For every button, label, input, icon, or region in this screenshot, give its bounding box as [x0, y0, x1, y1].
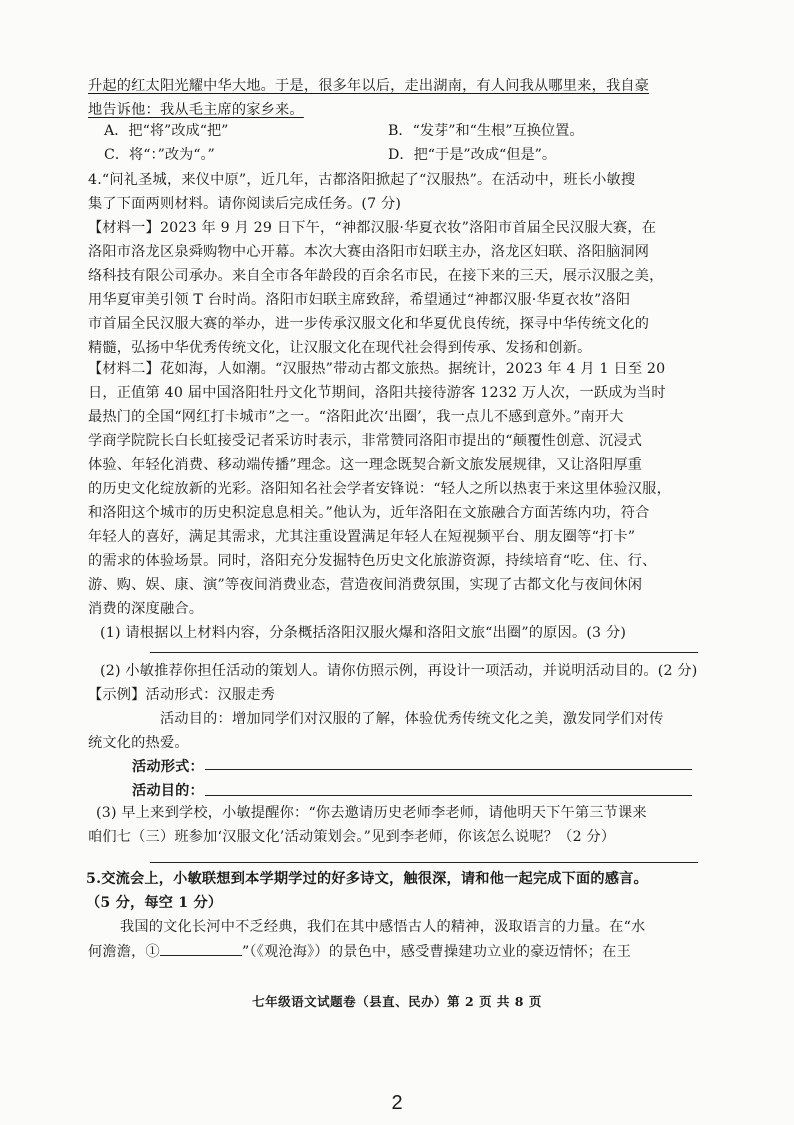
- q4-sub2: (2) 小敏推荐你担任活动的策划人。请你仿照示例，再设计一项活动，并说明活动目的。(2 分): [100, 663, 698, 679]
- material2-line: 【材料二】花如海，人如潮。“汉服热”带动古都文旅热。据统计，2023 年 4 月 1 日至 20: [88, 361, 666, 377]
- q4-stem-line-2: 集了下面两则材料。请你阅读后完成任务。(7 分): [88, 196, 402, 212]
- material1-line: 用华夏审美引领 T 台时尚。洛阳市妇联主席致辞，希望通过“神都汉服·华夏衣妆”洛阳: [88, 292, 631, 308]
- q5-body-line-2-end: ”（《观沧海》）的景色中，感受曹操建功立业的豪迈情怀；在王: [241, 944, 631, 960]
- blank-1[interactable]: [160, 941, 242, 956]
- activity-form-label: 活动形式：: [132, 759, 204, 775]
- material1-line: 洛阳市洛龙区泉舜购物中心开幕。本次大赛由洛阳市妇联主办，洛龙区妇联、洛阳脑洞网: [88, 244, 650, 260]
- option-b: B．“发芽”和“生根”互换位置。: [388, 123, 584, 139]
- material1-line: 络科技有限公司承办。来自全市各年龄段的百余名市民，在接下来的三天，展示汉服之美，: [88, 268, 664, 284]
- material2-line: 的历史文化绽放新的光彩。洛阳知名社会学者安锋说：“轻人之所以热衷于来这里体验汉服，: [88, 481, 671, 497]
- option-d: D．把“于是”改成“但是”。: [388, 147, 557, 163]
- material2-line: 的需求的体验场景。同时，洛阳充分发掘特色历史文化旅游资源，持续培育“吃、住、行、: [88, 553, 657, 569]
- page-footer: 七年级语文试题卷（县直、民办）第 2 页 共 8 页: [252, 994, 542, 1009]
- q4-sub3-line-2: 咱们七（三）班参加‘汉服文化’活动策划会。”见到李老师，你该怎么说呢？（2 分）: [88, 829, 616, 845]
- material2-line: 学商学院院长白长虹接受记者采访时表示，非常赞同洛阳市提出的“颠覆性创意、沉浸式: [88, 433, 643, 449]
- q5-body-line-2-start: 何澹澹，①: [88, 944, 160, 960]
- q5-body-line-2: [88, 941, 631, 962]
- material2-line: 体验、年轻化消费、移动端传播”理念。这一理念既契合新文旅发展规律，又让洛阳厚重: [88, 457, 643, 473]
- q4-sub1: (1) 请根据以上材料内容，分条概括洛阳汉服火爆和洛阳文旅“出圈”的原因。(3 分): [100, 625, 627, 641]
- material1-line: 【材料一】2023 年 9 月 29 日下午，“神都汉服·华夏衣妆”洛阳市首届全民汉服大赛，在: [88, 220, 657, 236]
- q4-stem-line-1: 4.“问礼圣城，来仪中原”，近几年，古都洛阳掀起了“汉服热”。在活动中，班长小敏搜: [88, 172, 636, 188]
- material2-line: 最热门的全国“网红打卡城市”之一。“洛阳此次‘出圈’，我一点儿不感到意外。”南开大: [88, 409, 624, 425]
- example-label: 【示例】活动形式：汉服走秀: [88, 687, 276, 703]
- q5-stem-line-1: 5.交流会上，小敏联想到本学期学过的好多诗文，触很深，请和他一起完成下面的感言。: [86, 871, 648, 887]
- material2-line: 日，正值第 40 届中国洛阳牡丹文化节期间，洛阳共接待游客 1232 万人次，一跃成为当时: [88, 385, 666, 401]
- material1-line: 精髓，弘扬中华优秀传统文化，让汉服文化在现代社会得到传承、发扬和创新。: [88, 340, 592, 356]
- activity-purpose-label: 活动目的：: [132, 783, 204, 799]
- option-a: A．把“将”改成“把”: [104, 123, 229, 139]
- page-number: 2: [391, 1092, 403, 1114]
- material2-line: 游、购、娱、康、演”等夜间消费业态，营造夜间消费氛围，实现了古都文化与夜间休闲: [88, 577, 643, 593]
- material2-line: 年轻人的喜好，满足其需求，尤其注重设置满足年轻人在短视频平台、朋友圈等“打卡”: [88, 529, 636, 545]
- q5-stem-line-2: （5 分，每空 1 分）: [86, 895, 223, 911]
- material1-line: 市首届全民汉服大赛的举办，进一步传承汉服文化和华夏优良传统，探寻中华传统文化的: [88, 316, 650, 332]
- q4-sub3-line-1: (3) 早上来到学校，小敏提醒你：“你去邀请历史老师李老师，请他明天下午第三节课来: [96, 805, 647, 821]
- q5-body-line-1: 我国的文化长河中不乏经典，我们在其中感悟古人的精神，汲取语言的力量。在“水: [120, 919, 646, 935]
- option-c: C．将“：”改为“。”: [104, 147, 215, 163]
- continuation-text-line-2: 地告诉他：我从毛主席的家乡来。: [88, 102, 304, 118]
- material2-line: 和洛阳这个城市的历史积淀息息相关。”他认为，近年洛阳在文旅融合方面苦练内功，符合: [88, 505, 650, 521]
- answer-line-sub3[interactable]: [150, 862, 698, 863]
- material2-line: 消费的深度融合。: [88, 601, 204, 617]
- activity-purpose-answer-line[interactable]: [205, 795, 692, 796]
- example-purpose-line-1: 活动目的：增加同学们对汉服的了解，体验优秀传统文化之美，激发同学们对传: [160, 711, 664, 727]
- example-purpose-line-2: 统文化的热爱。: [88, 735, 189, 751]
- continuation-text-line-1: 升起的红太阳光耀中华大地。于是，很多年以后，走出湖南，有人问我从哪里来，我自豪: [88, 78, 650, 94]
- answer-line-sub1[interactable]: [150, 652, 698, 653]
- activity-form-answer-line[interactable]: [205, 769, 692, 770]
